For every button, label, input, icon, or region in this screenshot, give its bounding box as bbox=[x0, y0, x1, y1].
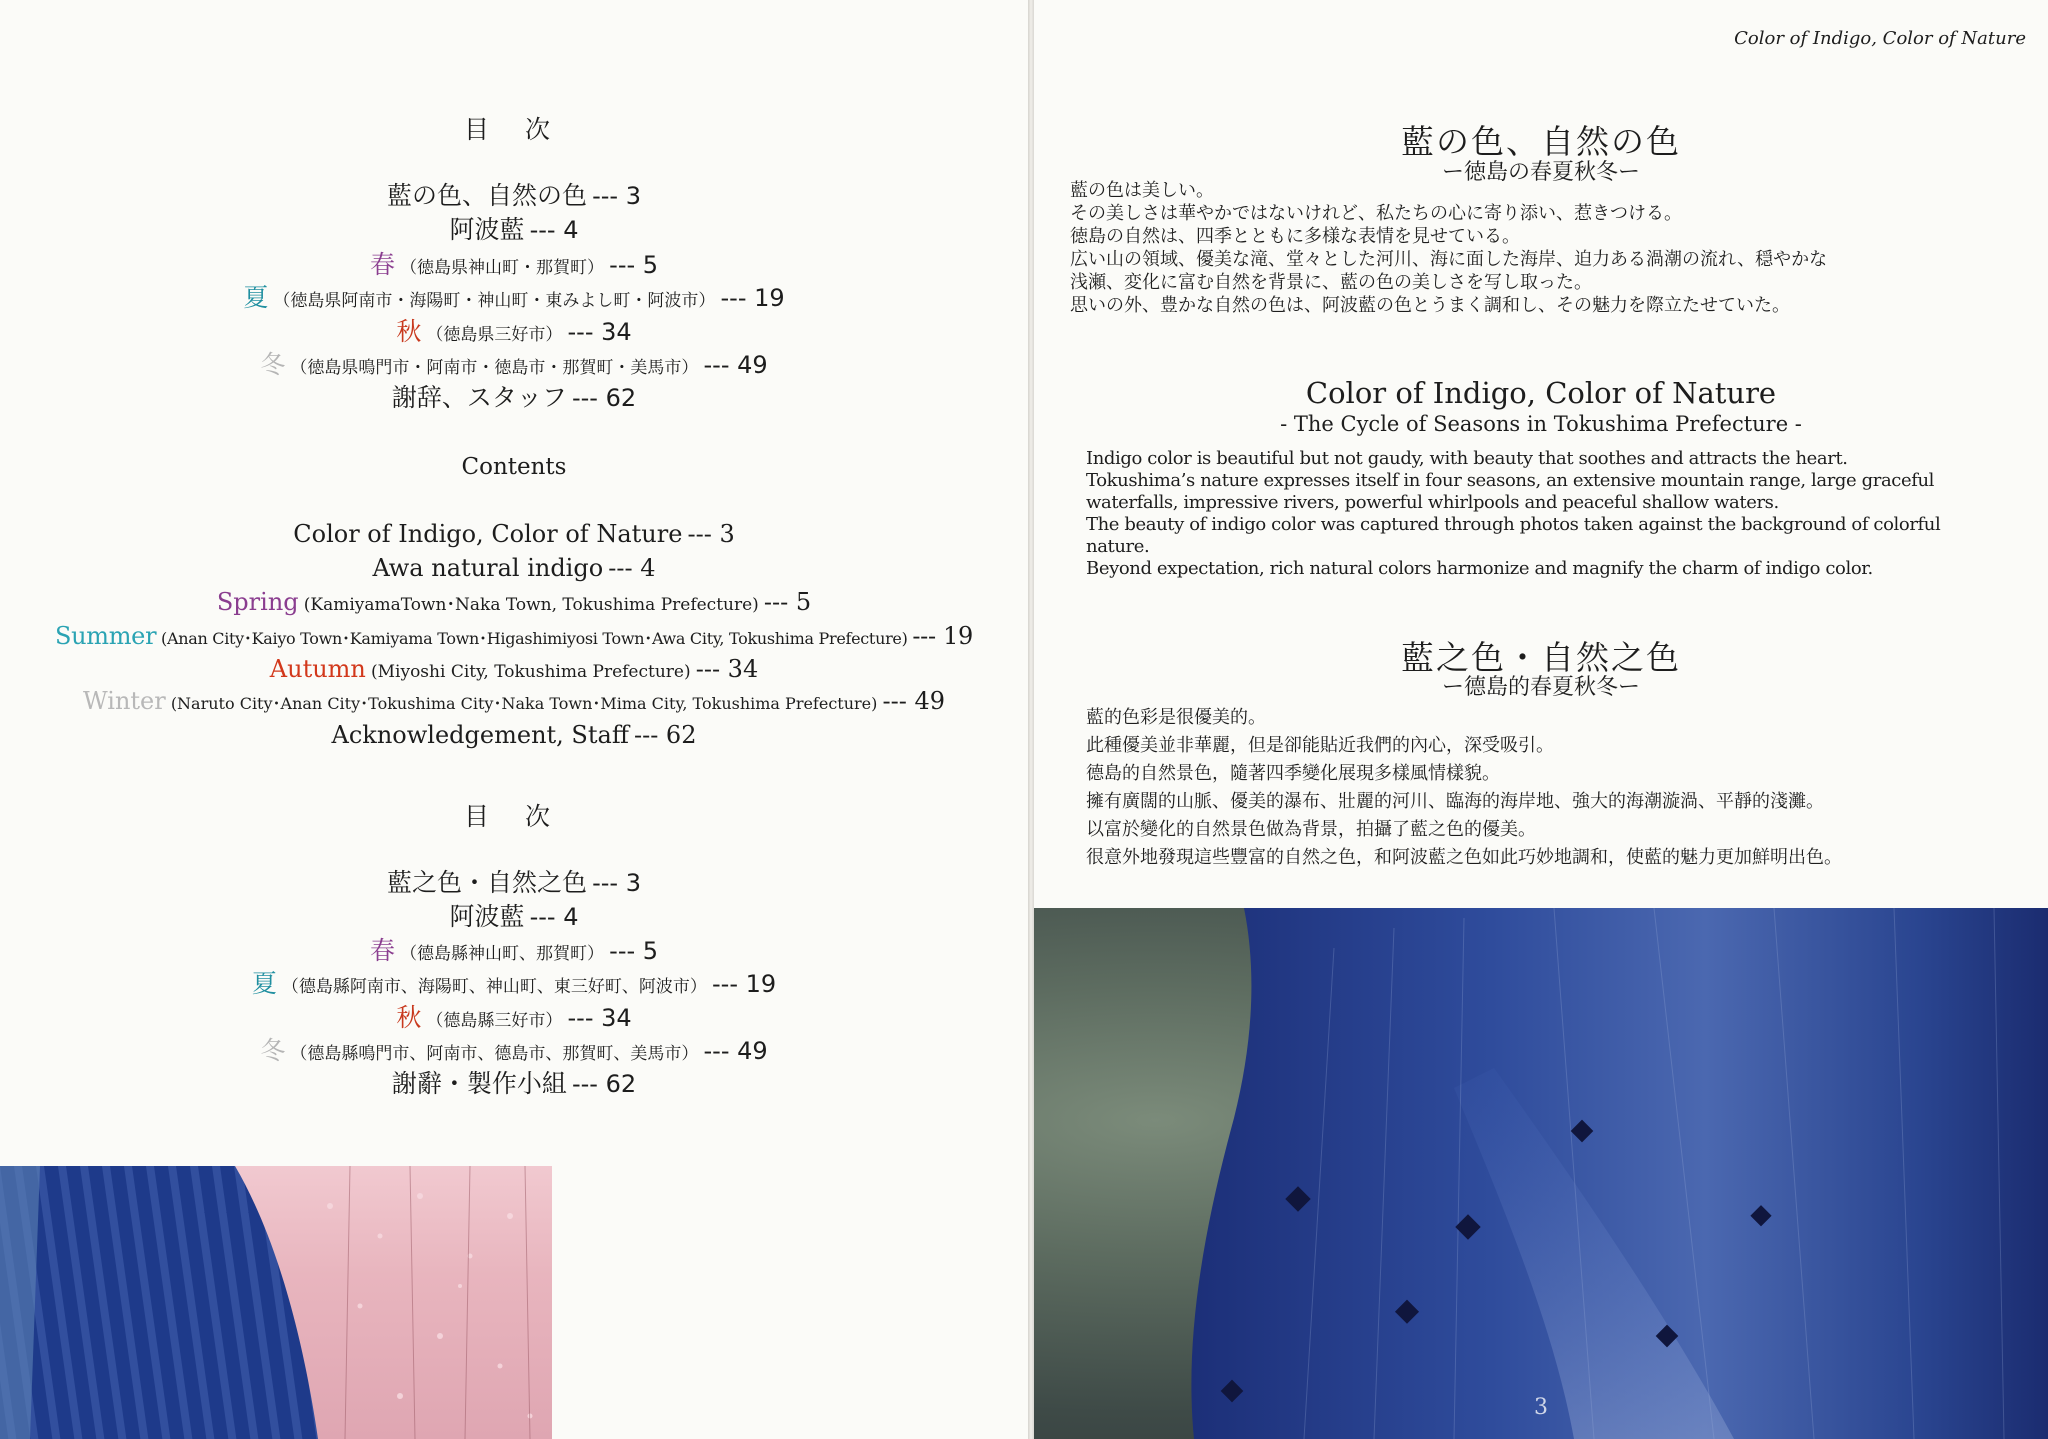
body-line: 徳島の自然は、四季とともに多様な表情を見せている。 bbox=[1070, 226, 1520, 247]
body-line: 很意外地發現這些豐富的自然之色，和阿波藍之色如此巧妙地調和，使藍的魅力更加鮮明出色。 bbox=[1086, 847, 1842, 868]
toc-en-entry[interactable] bbox=[0, 622, 1028, 650]
toc-entry-page: --- 4 bbox=[529, 903, 579, 931]
toc-ja-heading: 目 次 bbox=[464, 115, 564, 144]
toc-zh-entry[interactable] bbox=[0, 1064, 1028, 1100]
toc-entry-detail: （徳島県阿南市・海陽町・神山町・東みよし町・阿波市） bbox=[273, 291, 716, 311]
toc-entry-label: 阿波藍 bbox=[449, 215, 525, 244]
indigo-cherry-blossom-photo bbox=[0, 1166, 552, 1439]
running-header: Color of Indigo, Color of Nature bbox=[1734, 28, 2026, 49]
zh-body bbox=[1086, 704, 1842, 872]
toc-entry-label: Awa natural indigo bbox=[372, 554, 604, 582]
toc-en-entry[interactable] bbox=[0, 520, 1028, 548]
toc-entry-detail: (Naruto City･Anan City･Tokushima City･Naka Town･Mima City, Tokushima Prefecture) bbox=[170, 694, 878, 713]
body-line: The beauty of indigo color was captured through photos taken against the background of colorful bbox=[1086, 514, 1941, 535]
toc-season-label: 冬 bbox=[260, 350, 286, 379]
toc-entry-label: Acknowledgement, Staff bbox=[331, 721, 629, 749]
toc-season-label: 春 bbox=[369, 936, 395, 965]
toc-entry-page: --- 5 bbox=[609, 251, 659, 279]
toc-entry-page: --- 34 bbox=[567, 1004, 632, 1032]
toc-entry-page: --- 4 bbox=[608, 554, 656, 582]
toc-entry-page: --- 5 bbox=[763, 588, 812, 616]
toc-entry-detail: (Anan City･Kaiyo Town･Kamiyama Town･Higashimiyosi Town･Awa City, Tokushima Prefecture) bbox=[161, 629, 908, 648]
toc-en-entry[interactable] bbox=[0, 588, 1028, 616]
body-line: その美しさは華やかではないけれど、私たちの心に寄り添い、惹きつける。 bbox=[1070, 203, 1682, 224]
ja-subtitle: ー徳島の春夏秋冬ー bbox=[1441, 160, 1640, 185]
toc-entry-page: --- 19 bbox=[912, 622, 974, 650]
toc-season-label: 夏 bbox=[243, 283, 269, 312]
toc-entry-detail: （德島縣三好市） bbox=[426, 1011, 563, 1031]
body-line: 藍的色彩是很優美的。 bbox=[1086, 707, 1266, 728]
toc-entry-label: 藍の色、自然の色 bbox=[387, 181, 588, 210]
toc-en-entry[interactable] bbox=[0, 687, 1028, 715]
photo-illustration bbox=[1034, 908, 2048, 1439]
toc-season-label: Winter bbox=[83, 687, 166, 715]
toc-entry-page: --- 62 bbox=[571, 384, 637, 412]
toc-ja-entry[interactable] bbox=[0, 176, 1028, 212]
body-line: 広い山の領域、優美な滝、堂々とした河川、海に面した海岸、迫力ある渦潮の流れ、穏やかな bbox=[1070, 249, 1828, 270]
toc-entry-page: --- 3 bbox=[592, 869, 641, 897]
body-line: Tokushima’s nature expresses itself in four seasons, an extensive mountain range, large graceful bbox=[1086, 470, 1935, 491]
toc-entry-detail: （德島縣鳴門市、阿南市、德島市、那賀町、美馬市） bbox=[290, 1044, 699, 1064]
toc-entry-page: --- 5 bbox=[609, 937, 659, 965]
toc-ja-entry[interactable] bbox=[0, 345, 1028, 381]
toc-ja-entry[interactable] bbox=[0, 312, 1028, 348]
zh-title: 藍之色・自然之色 bbox=[1401, 638, 1681, 677]
toc-entry-page: --- 62 bbox=[633, 721, 697, 749]
toc-en-entry[interactable] bbox=[0, 554, 1028, 582]
toc-entry-page: --- 4 bbox=[529, 216, 579, 244]
toc-entry-page: --- 3 bbox=[592, 182, 641, 210]
ja-title: 藍の色、自然の色 bbox=[1401, 122, 1681, 161]
toc-entry-detail: （徳島県鳴門市・阿南市・徳島市・那賀町・美馬市） bbox=[290, 358, 699, 378]
toc-entry-page: --- 34 bbox=[695, 655, 759, 683]
toc-zh-entry[interactable] bbox=[0, 863, 1028, 899]
toc-ja-entry[interactable] bbox=[0, 378, 1028, 414]
body-line: nature. bbox=[1086, 536, 1150, 557]
toc-entry-page: --- 62 bbox=[571, 1070, 637, 1098]
toc-entry-detail: （徳島県神山町・那賀町） bbox=[400, 258, 605, 278]
body-line: 擁有廣闊的山脈、優美的瀑布、壯麗的河川、臨海的海岸地、強大的海潮漩渦、平靜的淺灘。 bbox=[1086, 791, 1824, 812]
toc-entry-detail: (Miyoshi City, Tokushima Prefecture) bbox=[370, 662, 691, 682]
toc-en-entry[interactable] bbox=[0, 655, 1028, 683]
toc-zh-entry[interactable] bbox=[0, 1031, 1028, 1067]
page-number: 3 bbox=[1534, 1395, 1548, 1420]
toc-zh-entry[interactable] bbox=[0, 964, 1028, 1000]
en-body bbox=[1086, 448, 1940, 580]
zh-subtitle: ー德島的春夏秋冬ー bbox=[1441, 675, 1640, 700]
toc-entry-page: --- 3 bbox=[687, 520, 735, 548]
toc-entry-detail: （德島縣神山町、那賀町） bbox=[400, 944, 605, 964]
body-line: 思いの外、豊かな自然の色は、阿波藍の色とうまく調和し、その魅力を際立たせていた。 bbox=[1070, 295, 1790, 316]
toc-ja-entry[interactable] bbox=[0, 245, 1028, 281]
right-page bbox=[1034, 0, 2048, 1439]
toc-entry-page: --- 49 bbox=[882, 687, 945, 715]
toc-season-label: Autumn bbox=[269, 655, 366, 683]
toc-entry-page: --- 19 bbox=[712, 970, 777, 998]
toc-entry-detail: （德島縣阿南市、海陽町、神山町、東三好町、阿波市） bbox=[281, 977, 707, 997]
indigo-fabric-photo bbox=[1034, 908, 2048, 1439]
en-subtitle: - The Cycle of Seasons in Tokushima Prefecture - bbox=[1280, 412, 1802, 436]
body-line: Indigo color is beautiful but not gaudy, with beauty that soothes and attracts the heart. bbox=[1086, 448, 1848, 469]
toc-season-label: 冬 bbox=[260, 1036, 286, 1065]
toc-zh-heading: 目 次 bbox=[464, 802, 564, 831]
toc-entry-label: 謝辭・製作小組 bbox=[391, 1069, 567, 1098]
toc-zh-entry[interactable] bbox=[0, 931, 1028, 967]
toc-entry-detail: (KamiyamaTown･Naka Town, Tokushima Prefecture) bbox=[303, 595, 759, 615]
toc-entry-label: 阿波藍 bbox=[449, 902, 525, 931]
toc-season-label: Spring bbox=[216, 588, 299, 616]
ja-body bbox=[1070, 179, 1827, 317]
body-line: Beyond expectation, rich natural colors harmonize and magnify the charm of indigo color. bbox=[1086, 558, 1873, 579]
toc-en-entry[interactable] bbox=[0, 721, 1028, 749]
toc-season-label: 夏 bbox=[251, 969, 277, 998]
toc-en-heading: Contents bbox=[461, 454, 567, 480]
toc-entry-page: --- 49 bbox=[703, 351, 768, 379]
body-line: 以富於變化的自然景色做為背景，拍攝了藍之色的優美。 bbox=[1086, 819, 1536, 840]
body-line: waterfalls, impressive rivers, powerful whirlpools and peaceful shallow waters. bbox=[1086, 492, 1779, 513]
toc-season-label: 春 bbox=[369, 250, 395, 279]
body-line: 浅瀬、変化に富む自然を背景に、藍の色の美しさを写し取った。 bbox=[1070, 272, 1592, 293]
toc-zh-entry[interactable] bbox=[0, 998, 1028, 1034]
body-line: 藍の色は美しい。 bbox=[1070, 180, 1214, 201]
toc-season-label: 秋 bbox=[396, 1003, 422, 1032]
photo-illustration bbox=[0, 1166, 552, 1439]
toc-zh-entry[interactable] bbox=[0, 897, 1028, 933]
body-line: 此種優美並非華麗，但是卻能貼近我們的內心，深受吸引。 bbox=[1086, 735, 1554, 756]
toc-entry-label: Color of Indigo, Color of Nature bbox=[293, 520, 683, 548]
toc-entry-label: 謝辞、スタッフ bbox=[391, 383, 567, 412]
toc-entry-page: --- 49 bbox=[703, 1037, 768, 1065]
toc-entry-page: --- 34 bbox=[567, 318, 632, 346]
body-line: 德島的自然景色，隨著四季變化展現多樣風情樣貌。 bbox=[1086, 763, 1500, 784]
toc-entry-detail: （徳島県三好市） bbox=[426, 325, 563, 345]
toc-season-label: Summer bbox=[54, 622, 157, 650]
toc-ja-entry[interactable] bbox=[0, 210, 1028, 246]
toc-entry-page: --- 19 bbox=[720, 284, 785, 312]
en-title: Color of Indigo, Color of Nature bbox=[1305, 376, 1777, 410]
toc-ja-entry[interactable] bbox=[0, 278, 1028, 314]
toc-entry-label: 藍之色・自然之色 bbox=[387, 868, 588, 897]
toc-season-label: 秋 bbox=[396, 317, 422, 346]
